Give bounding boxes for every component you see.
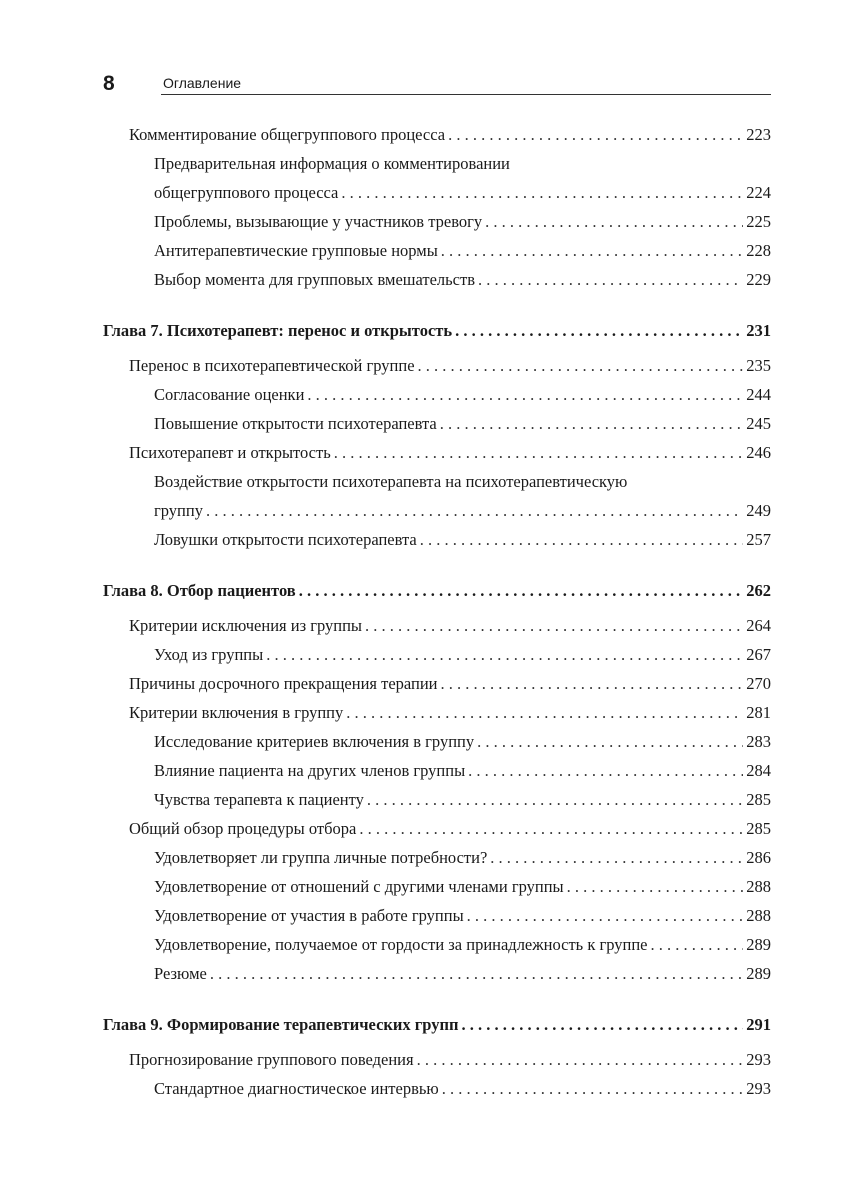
toc-entry[interactable] <box>103 120 771 149</box>
toc-page-number: 293 <box>746 1050 771 1069</box>
toc-entry-title: Повышение открытости психотерапевта <box>154 414 437 433</box>
toc-entry[interactable] <box>103 959 771 988</box>
toc-entry-title: Удовлетворение от участия в работе группы <box>154 906 464 925</box>
toc-page-number: 244 <box>746 385 771 404</box>
dot-leader <box>359 814 743 843</box>
dot-leader <box>567 872 744 901</box>
toc-page-number: 270 <box>746 674 771 693</box>
dot-leader <box>442 1074 744 1103</box>
toc-entry[interactable] <box>103 611 771 640</box>
toc-entry-line2 <box>154 496 771 525</box>
toc-entry-title: Комментирование общегруппового процесса <box>129 125 446 144</box>
header-rule <box>161 94 771 95</box>
toc-entry[interactable] <box>103 727 771 756</box>
dot-leader <box>418 351 744 380</box>
toc-page-number: 264 <box>746 616 771 635</box>
toc-entry[interactable] <box>103 669 771 698</box>
toc-page-number: 284 <box>746 761 771 780</box>
toc-page-number: 245 <box>746 414 771 433</box>
toc-entry-title: Психотерапевт и открытость <box>129 443 331 462</box>
toc-entry[interactable] <box>103 814 771 843</box>
toc-page-number: 224 <box>746 183 771 202</box>
toc-entry-title: Глава 7. Психотерапевт: перенос и открытость <box>103 321 453 340</box>
dot-leader <box>477 727 743 756</box>
toc-page-number: 229 <box>746 270 771 289</box>
toc-page-number: 288 <box>746 877 771 896</box>
dot-leader <box>334 438 744 467</box>
toc-page-number: 285 <box>746 790 771 809</box>
toc-entry[interactable] <box>103 525 771 554</box>
toc-page-number: 289 <box>746 935 771 954</box>
dot-leader <box>206 496 743 525</box>
dot-leader <box>455 316 743 345</box>
toc-entry-title: Проблемы, вызывающие у участников тревогу <box>154 212 483 231</box>
toc-entry[interactable] <box>103 785 771 814</box>
toc-entry-line2 <box>154 178 771 207</box>
toc-entry[interactable] <box>103 930 771 959</box>
toc-entry-title: Выбор момента для групповых вмешательств <box>154 270 475 289</box>
toc-page-number: 228 <box>746 241 771 260</box>
toc-entry[interactable] <box>103 467 771 525</box>
toc-page-number: 267 <box>746 645 771 664</box>
toc-entry-title: Резюме <box>154 964 207 983</box>
toc-entry-title: Влияние пациента на других членов группы <box>154 761 466 780</box>
toc-entry[interactable] <box>103 351 771 380</box>
dot-leader <box>210 959 743 988</box>
toc-entry-title: Стандартное диагностическое интервью <box>154 1079 439 1098</box>
toc-page-number: 249 <box>746 501 771 520</box>
toc-entry-title: группу <box>154 501 203 520</box>
toc-entry[interactable] <box>103 380 771 409</box>
dot-leader <box>468 756 743 785</box>
toc-entry-title-line1: Воздействие открытости психотерапевта на психотерапевтическую <box>154 472 628 491</box>
toc-page-number: 293 <box>746 1079 771 1098</box>
dot-leader <box>490 843 743 872</box>
dot-leader <box>462 1010 744 1039</box>
toc-entry[interactable] <box>103 872 771 901</box>
toc-entry[interactable] <box>103 236 771 265</box>
toc-entry-title: Удовлетворение от отношений с другими членами группы <box>154 877 564 896</box>
toc-entry-title: Перенос в психотерапевтической группе <box>129 356 415 375</box>
toc-page-number: 231 <box>746 321 771 340</box>
dot-leader <box>346 698 743 727</box>
dot-leader <box>441 236 743 265</box>
toc-page-number: 286 <box>746 848 771 867</box>
toc-entry-title: Прогнозирование группового поведения <box>129 1050 414 1069</box>
toc-entry-title: Ловушки открытости психотерапевта <box>154 530 417 549</box>
toc-entry-title: Причины досрочного прекращения терапии <box>129 674 438 693</box>
toc-page-number: 291 <box>746 1015 771 1034</box>
toc-entry-title: Согласование оценки <box>154 385 305 404</box>
toc-page-number: 285 <box>746 819 771 838</box>
dot-leader <box>485 207 743 236</box>
toc-entry[interactable] <box>103 207 771 236</box>
toc-page-number: 235 <box>746 356 771 375</box>
page-header <box>103 70 771 98</box>
toc-entry[interactable] <box>103 149 771 207</box>
toc-page-number: 281 <box>746 703 771 722</box>
toc-entry-title: Чувства терапевта к пациенту <box>154 790 364 809</box>
toc-entry[interactable] <box>103 1074 771 1103</box>
toc-entry-title-line1: Предварительная информация о комментировании <box>154 154 510 173</box>
running-title: Оглавление <box>163 75 242 91</box>
toc-entry-title: Глава 8. Отбор пациентов <box>103 581 296 600</box>
toc-entry[interactable] <box>103 698 771 727</box>
dot-leader <box>266 640 743 669</box>
dot-leader <box>367 785 743 814</box>
toc-entry-title: Общий обзор процедуры отбора <box>129 819 357 838</box>
toc-page-number: 223 <box>746 125 771 144</box>
toc-page-number: 257 <box>746 530 771 549</box>
toc-page-number: 288 <box>746 906 771 925</box>
dot-leader <box>440 409 744 438</box>
dot-leader <box>299 576 744 605</box>
toc-entry[interactable] <box>103 756 771 785</box>
toc-entry-title: общегруппового процесса <box>154 183 339 202</box>
toc-entry[interactable] <box>103 1045 771 1074</box>
toc-page-number: 283 <box>746 732 771 751</box>
toc-page-number: 225 <box>746 212 771 231</box>
toc-entry-title: Удовлетворяет ли группа личные потребности? <box>154 848 488 867</box>
toc-entry-title: Антитерапевтические групповые нормы <box>154 241 438 260</box>
toc-entry-title: Уход из группы <box>154 645 264 664</box>
dot-leader <box>420 525 744 554</box>
dot-leader <box>651 930 744 959</box>
toc-entry[interactable] <box>103 265 771 294</box>
dot-leader <box>467 901 744 930</box>
toc-entry[interactable] <box>103 843 771 872</box>
dot-leader <box>448 120 743 149</box>
toc-chapter-entry[interactable] <box>103 1010 771 1039</box>
dot-leader <box>441 669 744 698</box>
toc-entry-title: Исследование критериев включения в группу <box>154 732 475 751</box>
table-of-contents <box>103 120 771 1103</box>
dot-leader <box>417 1045 744 1074</box>
toc-entry-title: Критерии исключения из группы <box>129 616 363 635</box>
dot-leader <box>307 380 743 409</box>
toc-page-number: 289 <box>746 964 771 983</box>
toc-entry[interactable] <box>103 409 771 438</box>
toc-page-number: 246 <box>746 443 771 462</box>
toc-chapter-entry[interactable] <box>103 316 771 345</box>
dot-leader <box>365 611 743 640</box>
dot-leader <box>341 178 743 207</box>
toc-entry-title: Удовлетворение, получаемое от гордости за принадлежность к группе <box>154 935 648 954</box>
toc-entry-title: Глава 9. Формирование терапевтических групп <box>103 1015 459 1034</box>
toc-entry[interactable] <box>103 438 771 467</box>
toc-page-number: 262 <box>746 581 771 600</box>
toc-entry-title: Критерии включения в группу <box>129 703 344 722</box>
dot-leader <box>478 265 743 294</box>
toc-entry[interactable] <box>103 901 771 930</box>
page-number: 8 <box>103 72 115 95</box>
toc-chapter-entry[interactable] <box>103 576 771 605</box>
toc-entry[interactable] <box>103 640 771 669</box>
